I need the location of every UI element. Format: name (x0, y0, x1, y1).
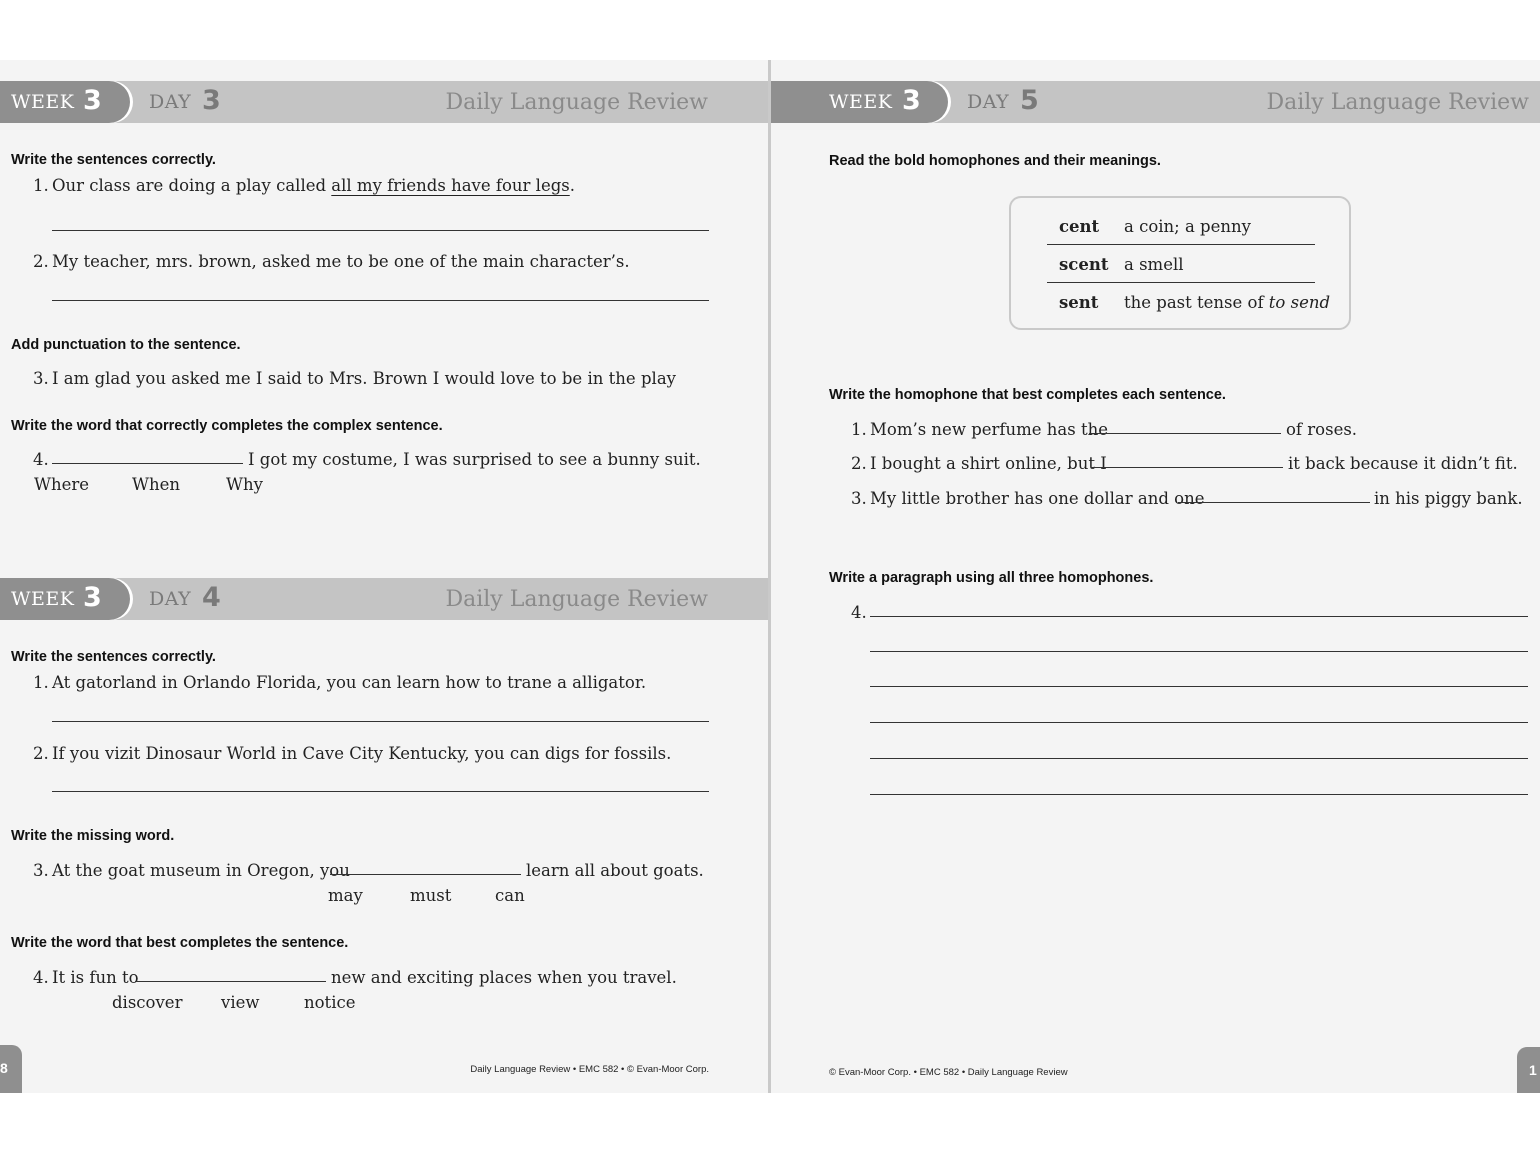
exercise-sentence: It is fun to (52, 968, 139, 987)
homophone-row (1047, 246, 1313, 284)
underlined-title: all my friends have four legs (331, 176, 570, 195)
answer-blank[interactable] (1089, 433, 1281, 434)
exercise-sentence: I am glad you asked me I said to Mrs. Brown I would love to be in the play (52, 369, 676, 388)
paragraph-line[interactable] (870, 616, 1528, 617)
day5-header-band (771, 81, 1540, 123)
week-label: WEEK (829, 91, 893, 113)
item-number: 1. (851, 420, 867, 439)
paragraph-line[interactable] (870, 758, 1528, 759)
exercise-sentence (52, 176, 575, 195)
answer-blank[interactable] (52, 463, 243, 464)
item-number: 3. (851, 489, 867, 508)
sentence-start: Our class are doing a play called (52, 176, 332, 195)
item-number: 2. (851, 454, 867, 473)
day-label: DAY (967, 91, 1010, 113)
instruction: Write the sentences correctly. (11, 152, 216, 168)
week-number: 3 (902, 85, 921, 116)
word-choice: Why (226, 475, 263, 494)
word-choice: notice (304, 993, 356, 1012)
instruction: Write the sentences correctly. (11, 649, 216, 665)
answer-line[interactable] (52, 300, 709, 301)
paragraph-line[interactable] (870, 794, 1528, 795)
section-title: Daily Language Review (445, 90, 708, 115)
word-choice: must (410, 886, 452, 905)
item-number: 3. (33, 369, 49, 388)
item-number: 2. (33, 744, 49, 763)
homophone-meaning (1124, 293, 1330, 312)
exercise-sentence: I got my costume, I was surprised to see a bunny suit. (248, 450, 701, 469)
item-number: 1. (33, 176, 49, 195)
answer-blank[interactable] (135, 981, 326, 982)
homophone-word: scent (1059, 255, 1109, 274)
week-number: 3 (83, 582, 102, 613)
day-number: 5 (1020, 85, 1039, 116)
exercise-sentence: At gatorland in Orlando Florida, you can learn how to trane a alligator. (52, 673, 647, 692)
exercise-sentence: My teacher, mrs. brown, asked me to be one of the main character’s. (52, 252, 630, 271)
day-number: 3 (202, 85, 221, 116)
week-pill (771, 81, 948, 123)
item-number: 4. (33, 968, 49, 987)
sentence-end: . (569, 176, 575, 195)
week-label: WEEK (11, 588, 75, 610)
page-footer: Daily Language Review • EMC 582 • © Evan-Moor Corp. (470, 1064, 709, 1075)
week-pill (0, 81, 130, 123)
day3-header-band (0, 81, 768, 123)
homophone-box (1009, 196, 1351, 330)
answer-line[interactable] (52, 791, 709, 792)
answer-blank[interactable] (330, 874, 521, 875)
answer-line[interactable] (52, 230, 709, 231)
exercise-sentence: My little brother has one dollar and one (870, 489, 1205, 508)
instruction: Read the bold homophones and their meanings. (829, 153, 1161, 169)
meaning-text: a smell (1124, 255, 1184, 274)
section-title: Daily Language Review (1266, 90, 1529, 115)
week-label: WEEK (11, 91, 75, 113)
exercise-sentence: I bought a shirt online, but I (870, 454, 1107, 473)
instruction: Write the homophone that best completes each sentence. (829, 387, 1226, 403)
item-number: 4. (33, 450, 49, 469)
row-divider (1047, 244, 1315, 245)
exercise-sentence: Mom’s new perfume has the (870, 420, 1108, 439)
homophone-row (1047, 284, 1331, 322)
homophone-row (1047, 208, 1313, 246)
exercise-sentence-end: learn all about goats. (526, 861, 704, 880)
answer-blank[interactable] (1178, 502, 1370, 503)
homophone-meaning (1124, 255, 1184, 274)
day-number: 4 (202, 582, 221, 613)
exercise-sentence-end: of roses. (1286, 420, 1358, 439)
item-number: 4. (851, 603, 867, 622)
page-number: 8 (0, 1060, 8, 1076)
paragraph-line[interactable] (870, 651, 1528, 652)
day-label: DAY (149, 91, 192, 113)
page-number-tab (1517, 1047, 1540, 1093)
instruction: Write a paragraph using all three homophones. (829, 570, 1154, 586)
instruction: Write the word that correctly completes the complex sentence. (11, 418, 443, 434)
homophone-meaning (1124, 217, 1251, 236)
exercise-sentence: If you vizit Dinosaur World in Cave City Kentucky, you can digs for fossils. (52, 744, 672, 763)
exercise-sentence-end: in his piggy bank. (1374, 489, 1523, 508)
day-label: DAY (149, 588, 192, 610)
instruction: Add punctuation to the sentence. (11, 337, 241, 353)
word-choice: view (221, 993, 260, 1012)
instruction: Write the missing word. (11, 828, 175, 844)
page-footer: © Evan-Moor Corp. • EMC 582 • Daily Language Review (829, 1067, 1068, 1078)
page-number-tab (0, 1045, 22, 1093)
day4-header-band (0, 578, 768, 620)
paragraph-line[interactable] (870, 686, 1528, 687)
meaning-italic: to send (1268, 293, 1331, 312)
left-page (0, 60, 768, 1093)
item-number: 2. (33, 252, 49, 271)
page-number: 1 (1529, 1062, 1537, 1078)
meaning-text: a coin; a penny (1124, 217, 1251, 236)
paragraph-line[interactable] (870, 722, 1528, 723)
exercise-sentence: At the goat museum in Oregon, you (52, 861, 350, 880)
meaning-text: the past tense of (1124, 293, 1269, 312)
word-choice: can (495, 886, 525, 905)
word-choice: When (132, 475, 180, 494)
word-choice: Where (34, 475, 90, 494)
right-page (771, 60, 1540, 1093)
item-number: 3. (33, 861, 49, 880)
week-number: 3 (83, 85, 102, 116)
instruction: Write the word that best completes the sentence. (11, 935, 349, 951)
homophone-word: sent (1059, 293, 1099, 312)
answer-line[interactable] (52, 721, 709, 722)
word-choice: discover (112, 993, 183, 1012)
item-number: 1. (33, 673, 49, 692)
section-title: Daily Language Review (445, 587, 708, 612)
row-divider (1047, 282, 1315, 283)
answer-blank[interactable] (1091, 467, 1283, 468)
week-pill (0, 578, 130, 620)
exercise-sentence-end: it back because it didn’t fit. (1288, 454, 1518, 473)
homophone-word: cent (1059, 217, 1100, 236)
word-choice: may (328, 886, 363, 905)
exercise-sentence-end: new and exciting places when you travel. (331, 968, 677, 987)
